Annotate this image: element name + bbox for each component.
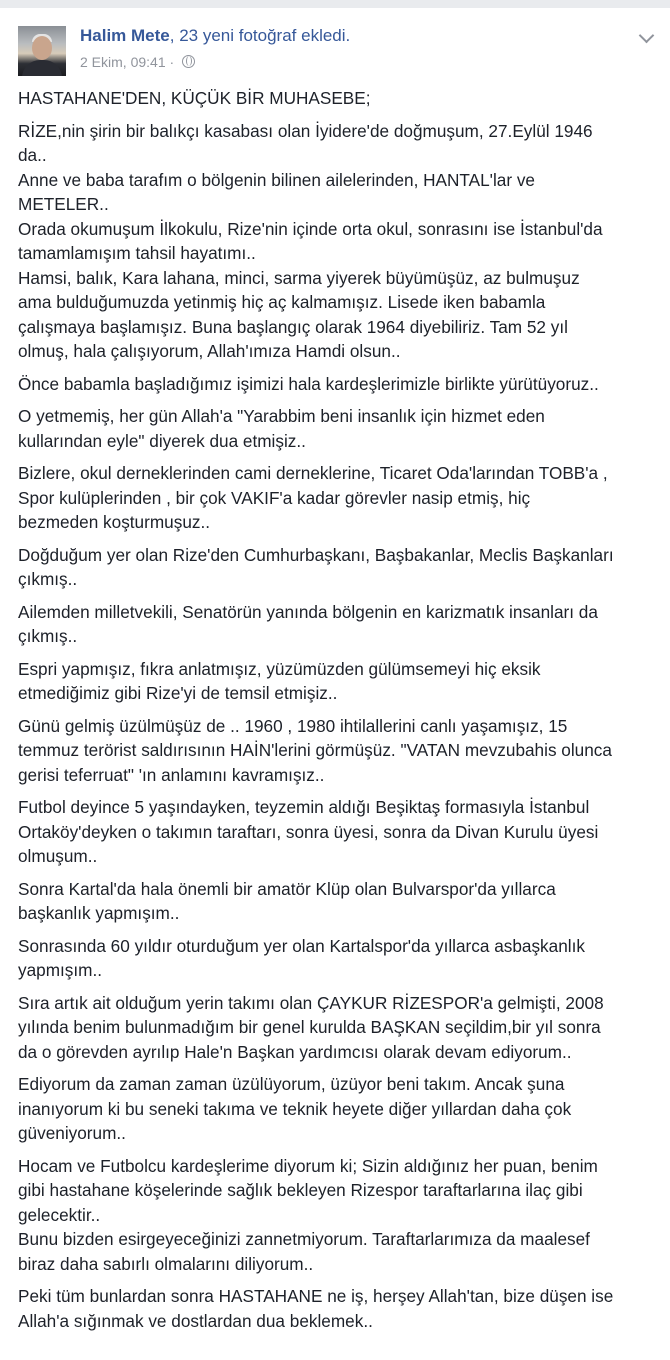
post-paragraph: Ediyorum da zaman zaman üzülüyorum, üzüyor beni takım. Ancak şuna inanıyorum ki bu seneki takıma ve teknik heyete diğer yıllardan daha çok güveniyorum.. [18,1074,572,1143]
post-paragraph: Sıra artık ait olduğum yerin takımı olan ÇAYKUR RİZESPOR'a gelmişti, 2008 yılında benim bulunmadığım bir genel kurulda BAŞKAN seçildim,bir yıl sonra da o görevden ayrılıp Hale'n Başkan yardımcısı olarak devam ediyorum.. [18,992,604,1062]
post-paragraph: Günü gelmiş üzülmüşüz de .. 1960 , 1980 ihtilallerini canlı yaşamışız, 15 temmuz terörist saldırısının HAİN'lerini görmüşüz. "VATAN mevzubahis olunca gerisi teferruat" 'ın anlamını kavramışız.. [18,715,612,785]
post-paragraph: Peki tüm bunlardan sonra HASTAHANE ne iş, herşey Allah'tan, bize düşen ise Allah'a sığınmak ve dostlardan dua beklemek.. [18,1286,614,1331]
post-paragraph: Sonra Kartal'da hala önemli bir amatör Klüp olan Bulvarspor'da yıllarca başkanlık yapmışım.. [18,878,556,923]
author-name[interactable]: Halim Mete [80,26,170,45]
author-line [80,26,350,46]
post-action[interactable]: , 23 yeni fotoğraf ekledi. [169,26,351,45]
post-paragraph: Bizlere, okul derneklerinden cami derneklerine, Ticaret Oda'larından TOBB'a , Spor kulüplerinden , bir çok VAKIF'a kadar görevler nasip etmiş, hiç bezmeden koşturmuşuz.. [18,463,608,532]
post-body [18,86,656,1333]
post-paragraph: Sonrasında 60 yıldır oturduğum yer olan Kartalspor'da yıllarca asbaşkanlık yapmışım.. [18,935,585,980]
post-paragraph: RİZE,nin şirin bir balıkçı kasabası olan İyidere'de doğmuşum, 27.Eylül 1946 da.. Anne ve baba tarafım o bölgenin bilinen ailelerinden, HANTAL'lar ve METELER.. Orada okumuşum İlkokulu, Rize'nin içinde orta okul, sonrasını ise İstanbul'da tamamlamışım tahsil hayatımı.. Hamsi, balık, Kara lahana, minci, sarma yiyerek büyümüşüz, az bulmuşuz ama bulduğumuzda yetinmiş hiç aç kalmamışız. Lisede iken babamla çalışmaya başlamışız. Buna başlangıç olarak 1964 diyebiliriz. Tam 52 yıl olmuş, hala çalışıyorum, Allah'ımıza Hamdi olsun.. [18,120,603,361]
post-paragraph: HASTAHANE'DEN, KÜÇÜK BİR MUHASEBE; [18,88,371,108]
post-meta [80,54,195,70]
post-header [18,22,656,80]
globe-icon[interactable] [182,55,195,68]
top-divider [0,0,670,8]
chevron-down-icon[interactable] [639,28,655,44]
post-paragraph: Hocam ve Futbolcu kardeşlerime diyorum ki; Sizin aldığınız her puan, benim gibi hastahane köşelerinde sağlık bekleyen Rizespor taraftarlarına ilaç gibi gelecektir.. Bunu bizden esirgeyeceğinizi zannetmiyorum. Taraftarlarımıza da maalesef biraz daha sabırlı olmalarını diliyorum.. [18,1155,598,1274]
avatar-body [22,60,62,76]
post-paragraph: Ailemden milletvekili, Senatörün yanında bölgenin en karizmatık insanları da çıkmış.. [18,601,598,646]
avatar-face [32,36,52,60]
post-paragraph: Doğduğum yer olan Rize'den Cumhurbaşkanı, Başbakanlar, Meclis Başkanları çıkmış.. [18,544,614,589]
avatar[interactable] [18,26,66,76]
post-paragraph: O yetmemiş, her gün Allah'a "Yarabbim beni insanlık için hizmet eden kullarından eyle" diyerek dua etmişiz.. [18,406,545,451]
timestamp[interactable]: 2 Ekim, 09:41 · [80,54,175,70]
post-paragraph: Futbol deyince 5 yaşındayken, teyzemin aldığı Beşiktaş formasıyla İstanbul Ortaköy'deyken o takımın taraftarı, sonra üyesi, sonra da Divan Kurulu üyesi olmuşum.. [18,797,599,866]
post-paragraph: Önce babamla başladığımız işimizi hala kardeşlerimizle birlikte yürütüyoruz.. [18,373,599,394]
post-paragraph: Espri yapmışız, fıkra anlatmışız, yüzümüzden gülümsemeyi hiç eksik etmediğimiz gibi Rize'yi de temsil etmişiz.. [18,658,541,703]
